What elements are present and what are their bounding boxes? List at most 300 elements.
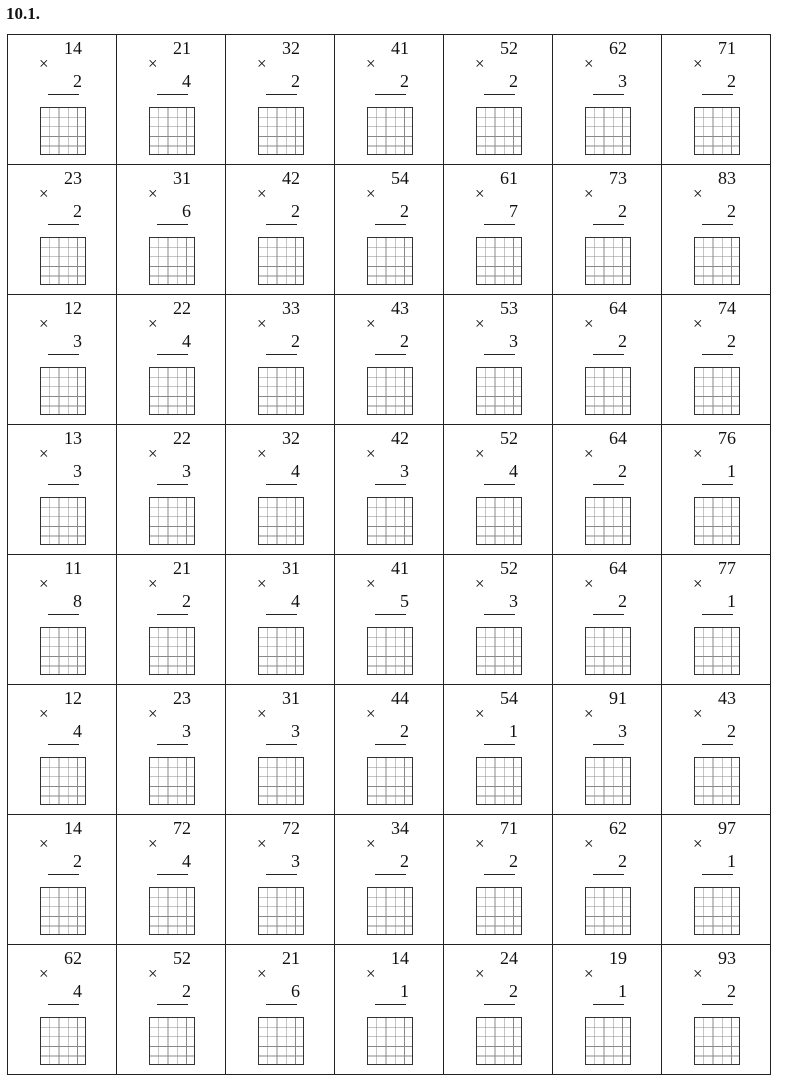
multiply-sign: × xyxy=(693,574,703,593)
multiplicand: 61 xyxy=(500,168,518,188)
multiplicand: 14 xyxy=(64,38,82,58)
multiplicand: 33 xyxy=(282,298,300,318)
multiply-sign: × xyxy=(366,834,376,853)
multiplier: 2 xyxy=(73,851,82,871)
problem-cell xyxy=(335,295,444,425)
multiplier: 2 xyxy=(400,851,409,871)
result-line xyxy=(266,94,297,95)
multiply-sign: × xyxy=(39,184,49,203)
multiply-sign: × xyxy=(148,574,158,593)
problem-cell xyxy=(117,815,226,945)
multiplicand: 73 xyxy=(609,168,627,188)
answer-grid-box[interactable] xyxy=(258,237,304,285)
problem-cell xyxy=(8,425,117,555)
result-line xyxy=(484,744,515,745)
answer-grid-box[interactable] xyxy=(258,497,304,545)
problem-cell xyxy=(117,35,226,165)
multiplier: 2 xyxy=(182,591,191,611)
problem-cell xyxy=(662,295,771,425)
multiplier: 2 xyxy=(509,981,518,1001)
answer-grid-box[interactable] xyxy=(476,497,522,545)
multiply-sign: × xyxy=(366,574,376,593)
result-line xyxy=(484,874,515,875)
multiplicand: 91 xyxy=(609,688,627,708)
multiplier: 2 xyxy=(727,981,736,1001)
multiplier: 2 xyxy=(509,71,518,91)
multiply-sign: × xyxy=(257,314,267,333)
result-line xyxy=(484,224,515,225)
multiply-sign: × xyxy=(257,184,267,203)
result-line xyxy=(702,484,733,485)
answer-grid-box[interactable] xyxy=(585,237,631,285)
multiply-sign: × xyxy=(584,54,594,73)
answer-grid-box[interactable] xyxy=(258,887,304,935)
multiplicand: 74 xyxy=(718,298,736,318)
problem-cell xyxy=(226,425,335,555)
multiplicand: 54 xyxy=(500,688,518,708)
problem-cell xyxy=(117,425,226,555)
multiplier: 1 xyxy=(618,981,627,1001)
problem-cell xyxy=(8,815,117,945)
multiplier: 4 xyxy=(182,71,191,91)
result-line xyxy=(484,94,515,95)
problem-cell xyxy=(553,555,662,685)
result-line xyxy=(702,94,733,95)
result-line xyxy=(375,484,406,485)
result-line xyxy=(48,874,79,875)
multiply-sign: × xyxy=(584,964,594,983)
problem-cell xyxy=(553,35,662,165)
multiply-sign: × xyxy=(39,834,49,853)
multiply-sign: × xyxy=(257,54,267,73)
multiplicand: 64 xyxy=(609,298,627,318)
answer-grid-box[interactable] xyxy=(367,237,413,285)
answer-grid-box[interactable] xyxy=(476,367,522,415)
multiplier: 2 xyxy=(291,331,300,351)
answer-grid-box[interactable] xyxy=(258,107,304,155)
multiply-sign: × xyxy=(693,704,703,723)
multiplicand: 31 xyxy=(282,558,300,578)
multiplier: 4 xyxy=(182,851,191,871)
multiplicand: 64 xyxy=(609,428,627,448)
multiplier: 2 xyxy=(73,71,82,91)
multiplier: 1 xyxy=(727,461,736,481)
multiply-sign: × xyxy=(366,704,376,723)
multiplier: 2 xyxy=(182,981,191,1001)
multiply-sign: × xyxy=(366,444,376,463)
multiplier: 2 xyxy=(400,331,409,351)
multiplier: 2 xyxy=(618,331,627,351)
answer-grid-box[interactable] xyxy=(149,757,195,805)
result-line xyxy=(157,354,188,355)
answer-grid-box[interactable] xyxy=(367,367,413,415)
multiply-sign: × xyxy=(475,964,485,983)
answer-grid-box[interactable] xyxy=(40,497,86,545)
multiplier: 4 xyxy=(182,331,191,351)
multiplier: 6 xyxy=(182,201,191,221)
result-line xyxy=(266,1004,297,1005)
problem-cell xyxy=(226,685,335,815)
multiplicand: 24 xyxy=(500,948,518,968)
problem-cell xyxy=(8,35,117,165)
problem-cell xyxy=(662,945,771,1075)
problem-cell xyxy=(117,685,226,815)
answer-grid-box[interactable] xyxy=(476,757,522,805)
multiply-sign: × xyxy=(584,704,594,723)
multiplier: 2 xyxy=(727,721,736,741)
answer-grid-box[interactable] xyxy=(585,497,631,545)
answer-grid-box[interactable] xyxy=(694,627,740,675)
answer-grid-box[interactable] xyxy=(258,757,304,805)
result-line xyxy=(266,224,297,225)
answer-grid-box[interactable] xyxy=(40,367,86,415)
answer-grid-box[interactable] xyxy=(149,107,195,155)
multiplier: 3 xyxy=(400,461,409,481)
multiplicand: 14 xyxy=(64,818,82,838)
multiplier: 2 xyxy=(400,721,409,741)
result-line xyxy=(702,614,733,615)
multiply-sign: × xyxy=(693,314,703,333)
problem-grid xyxy=(7,34,771,1075)
problem-row xyxy=(8,295,771,425)
problem-cell xyxy=(226,555,335,685)
problem-cell xyxy=(226,35,335,165)
multiply-sign: × xyxy=(366,54,376,73)
problem-row xyxy=(8,815,771,945)
result-line xyxy=(484,614,515,615)
problem-cell xyxy=(444,425,553,555)
multiplicand: 72 xyxy=(173,818,191,838)
multiply-sign: × xyxy=(257,444,267,463)
multiplicand: 13 xyxy=(64,428,82,448)
multiplicand: 41 xyxy=(391,558,409,578)
problem-row xyxy=(8,945,771,1075)
problem-cell xyxy=(335,35,444,165)
multiply-sign: × xyxy=(39,964,49,983)
multiplier: 2 xyxy=(727,331,736,351)
answer-grid-box[interactable] xyxy=(258,627,304,675)
result-line xyxy=(157,614,188,615)
multiply-sign: × xyxy=(148,314,158,333)
problem-cell xyxy=(553,165,662,295)
answer-grid-box[interactable] xyxy=(367,757,413,805)
result-line xyxy=(48,484,79,485)
answer-grid-box[interactable] xyxy=(40,1017,86,1065)
result-line xyxy=(157,484,188,485)
answer-grid-box[interactable] xyxy=(476,237,522,285)
answer-grid-box[interactable] xyxy=(40,887,86,935)
multiplier: 3 xyxy=(618,721,627,741)
answer-grid-box[interactable] xyxy=(694,237,740,285)
answer-grid-box[interactable] xyxy=(40,107,86,155)
problem-cell xyxy=(8,555,117,685)
result-line xyxy=(157,874,188,875)
multiplicand: 42 xyxy=(391,428,409,448)
multiplicand: 52 xyxy=(173,948,191,968)
multiplicand: 21 xyxy=(173,38,191,58)
multiplier: 2 xyxy=(509,851,518,871)
answer-grid-box[interactable] xyxy=(585,887,631,935)
result-line xyxy=(702,354,733,355)
multiplier: 1 xyxy=(400,981,409,1001)
multiplier: 3 xyxy=(291,851,300,871)
multiply-sign: × xyxy=(475,314,485,333)
multiplier: 2 xyxy=(727,201,736,221)
problem-cell xyxy=(226,945,335,1075)
multiplier: 2 xyxy=(73,201,82,221)
multiplicand: 44 xyxy=(391,688,409,708)
multiplier: 2 xyxy=(400,71,409,91)
multiplicand: 22 xyxy=(173,298,191,318)
problem-row xyxy=(8,425,771,555)
answer-grid-box[interactable] xyxy=(476,627,522,675)
multiply-sign: × xyxy=(584,184,594,203)
result-line xyxy=(593,1004,624,1005)
problem-cell xyxy=(8,165,117,295)
multiply-sign: × xyxy=(584,574,594,593)
answer-grid-box[interactable] xyxy=(258,367,304,415)
problem-cell xyxy=(226,165,335,295)
multiply-sign: × xyxy=(584,834,594,853)
problem-row xyxy=(8,35,771,165)
result-line xyxy=(593,614,624,615)
result-line xyxy=(48,94,79,95)
result-line xyxy=(702,874,733,875)
answer-grid-box[interactable] xyxy=(476,1017,522,1065)
multiplier: 4 xyxy=(291,591,300,611)
problem-cell xyxy=(553,945,662,1075)
multiplicand: 34 xyxy=(391,818,409,838)
result-line xyxy=(593,94,624,95)
answer-grid-box[interactable] xyxy=(149,1017,195,1065)
multiply-sign: × xyxy=(257,574,267,593)
multiplicand: 31 xyxy=(173,168,191,188)
answer-grid-box[interactable] xyxy=(40,757,86,805)
answer-grid-box[interactable] xyxy=(694,497,740,545)
problem-cell xyxy=(8,295,117,425)
multiplicand: 62 xyxy=(609,818,627,838)
result-line xyxy=(375,614,406,615)
multiply-sign: × xyxy=(693,834,703,853)
multiply-sign: × xyxy=(257,964,267,983)
multiplier: 3 xyxy=(509,331,518,351)
multiply-sign: × xyxy=(39,704,49,723)
answer-grid-box[interactable] xyxy=(694,757,740,805)
problem-row xyxy=(8,685,771,815)
multiply-sign: × xyxy=(257,834,267,853)
multiplicand: 23 xyxy=(64,168,82,188)
multiply-sign: × xyxy=(148,834,158,853)
result-line xyxy=(375,224,406,225)
result-line xyxy=(48,744,79,745)
problem-cell xyxy=(444,35,553,165)
result-line xyxy=(48,614,79,615)
answer-grid-box[interactable] xyxy=(694,887,740,935)
multiplicand: 97 xyxy=(718,818,736,838)
answer-grid-box[interactable] xyxy=(585,757,631,805)
answer-grid-box[interactable] xyxy=(149,627,195,675)
multiply-sign: × xyxy=(693,184,703,203)
multiply-sign: × xyxy=(366,314,376,333)
multiplicand: 21 xyxy=(173,558,191,578)
answer-grid-box[interactable] xyxy=(585,107,631,155)
result-line xyxy=(484,484,515,485)
multiplicand: 76 xyxy=(718,428,736,448)
multiplier: 4 xyxy=(73,721,82,741)
multiplicand: 77 xyxy=(718,558,736,578)
multiplicand: 52 xyxy=(500,558,518,578)
answer-grid-box[interactable] xyxy=(367,627,413,675)
multiplier: 2 xyxy=(618,591,627,611)
problem-cell xyxy=(117,165,226,295)
result-line xyxy=(157,224,188,225)
problem-row xyxy=(8,165,771,295)
problem-cell xyxy=(553,425,662,555)
multiply-sign: × xyxy=(366,964,376,983)
result-line xyxy=(48,1004,79,1005)
multiplicand: 23 xyxy=(173,688,191,708)
multiplicand: 32 xyxy=(282,38,300,58)
result-line xyxy=(266,614,297,615)
multiply-sign: × xyxy=(475,184,485,203)
multiplier: 3 xyxy=(73,331,82,351)
problem-cell xyxy=(226,815,335,945)
multiplicand: 43 xyxy=(391,298,409,318)
multiplier: 2 xyxy=(727,71,736,91)
answer-grid-box[interactable] xyxy=(258,1017,304,1065)
result-line xyxy=(593,484,624,485)
result-line xyxy=(484,354,515,355)
problem-cell xyxy=(444,555,553,685)
problem-cell xyxy=(335,555,444,685)
multiplier: 1 xyxy=(727,591,736,611)
result-line xyxy=(266,354,297,355)
multiplicand: 12 xyxy=(64,298,82,318)
multiplier: 2 xyxy=(618,461,627,481)
answer-grid-box[interactable] xyxy=(149,237,195,285)
problem-cell xyxy=(335,945,444,1075)
multiply-sign: × xyxy=(693,964,703,983)
problem-cell xyxy=(444,295,553,425)
problem-cell xyxy=(444,165,553,295)
multiply-sign: × xyxy=(584,314,594,333)
multiply-sign: × xyxy=(39,574,49,593)
multiplicand: 19 xyxy=(609,948,627,968)
multiply-sign: × xyxy=(148,184,158,203)
multiplicand: 71 xyxy=(500,818,518,838)
answer-grid-box[interactable] xyxy=(149,367,195,415)
problem-cell xyxy=(662,685,771,815)
result-line xyxy=(157,744,188,745)
answer-grid-box[interactable] xyxy=(694,1017,740,1065)
multiply-sign: × xyxy=(475,834,485,853)
multiplicand: 64 xyxy=(609,558,627,578)
problem-cell xyxy=(662,425,771,555)
answer-grid-box[interactable] xyxy=(694,367,740,415)
answer-grid-box[interactable] xyxy=(367,1017,413,1065)
multiplicand: 83 xyxy=(718,168,736,188)
multiplicand: 14 xyxy=(391,948,409,968)
multiplier: 4 xyxy=(291,461,300,481)
answer-grid-box[interactable] xyxy=(367,497,413,545)
multiplicand: 71 xyxy=(718,38,736,58)
multiplier: 3 xyxy=(509,591,518,611)
answer-grid-box[interactable] xyxy=(40,627,86,675)
problem-cell xyxy=(8,685,117,815)
multiplicand: 93 xyxy=(718,948,736,968)
result-line xyxy=(375,744,406,745)
multiplicand: 52 xyxy=(500,38,518,58)
multiply-sign: × xyxy=(584,444,594,463)
result-line xyxy=(702,224,733,225)
multiplicand: 31 xyxy=(282,688,300,708)
answer-grid-box[interactable] xyxy=(585,367,631,415)
multiplicand: 12 xyxy=(64,688,82,708)
multiply-sign: × xyxy=(39,444,49,463)
answer-grid-box[interactable] xyxy=(149,497,195,545)
problem-cell xyxy=(335,815,444,945)
multiplier: 3 xyxy=(618,71,627,91)
answer-grid-box[interactable] xyxy=(476,107,522,155)
problem-cell xyxy=(662,35,771,165)
result-line xyxy=(157,94,188,95)
multiplier: 3 xyxy=(73,461,82,481)
problem-cell xyxy=(553,815,662,945)
multiply-sign: × xyxy=(366,184,376,203)
multiplier: 3 xyxy=(182,461,191,481)
result-line xyxy=(484,1004,515,1005)
problem-cell xyxy=(444,815,553,945)
problem-row xyxy=(8,555,771,685)
multiplicand: 43 xyxy=(718,688,736,708)
answer-grid-box[interactable] xyxy=(367,107,413,155)
multiplier: 4 xyxy=(73,981,82,1001)
answer-grid-box[interactable] xyxy=(149,887,195,935)
multiplier: 2 xyxy=(291,201,300,221)
problem-cell xyxy=(335,165,444,295)
answer-grid-box[interactable] xyxy=(694,107,740,155)
result-line xyxy=(375,874,406,875)
answer-grid-box[interactable] xyxy=(585,627,631,675)
answer-grid-box[interactable] xyxy=(367,887,413,935)
problem-cell xyxy=(662,165,771,295)
multiplicand: 42 xyxy=(282,168,300,188)
result-line xyxy=(266,874,297,875)
multiplier: 2 xyxy=(618,851,627,871)
multiply-sign: × xyxy=(257,704,267,723)
multiplier: 6 xyxy=(291,981,300,1001)
problem-cell xyxy=(117,555,226,685)
multiply-sign: × xyxy=(693,444,703,463)
problem-cell xyxy=(553,685,662,815)
result-line xyxy=(266,744,297,745)
result-line xyxy=(157,1004,188,1005)
problem-cell xyxy=(117,945,226,1075)
result-line xyxy=(375,354,406,355)
answer-grid-box[interactable] xyxy=(476,887,522,935)
multiplicand: 52 xyxy=(500,428,518,448)
multiplier: 7 xyxy=(509,201,518,221)
multiply-sign: × xyxy=(148,964,158,983)
problem-cell xyxy=(444,685,553,815)
multiply-sign: × xyxy=(475,54,485,73)
answer-grid-box[interactable] xyxy=(585,1017,631,1065)
result-line xyxy=(266,484,297,485)
answer-grid-box[interactable] xyxy=(40,237,86,285)
problem-cell xyxy=(8,945,117,1075)
multiplier: 4 xyxy=(509,461,518,481)
multiplicand: 62 xyxy=(609,38,627,58)
